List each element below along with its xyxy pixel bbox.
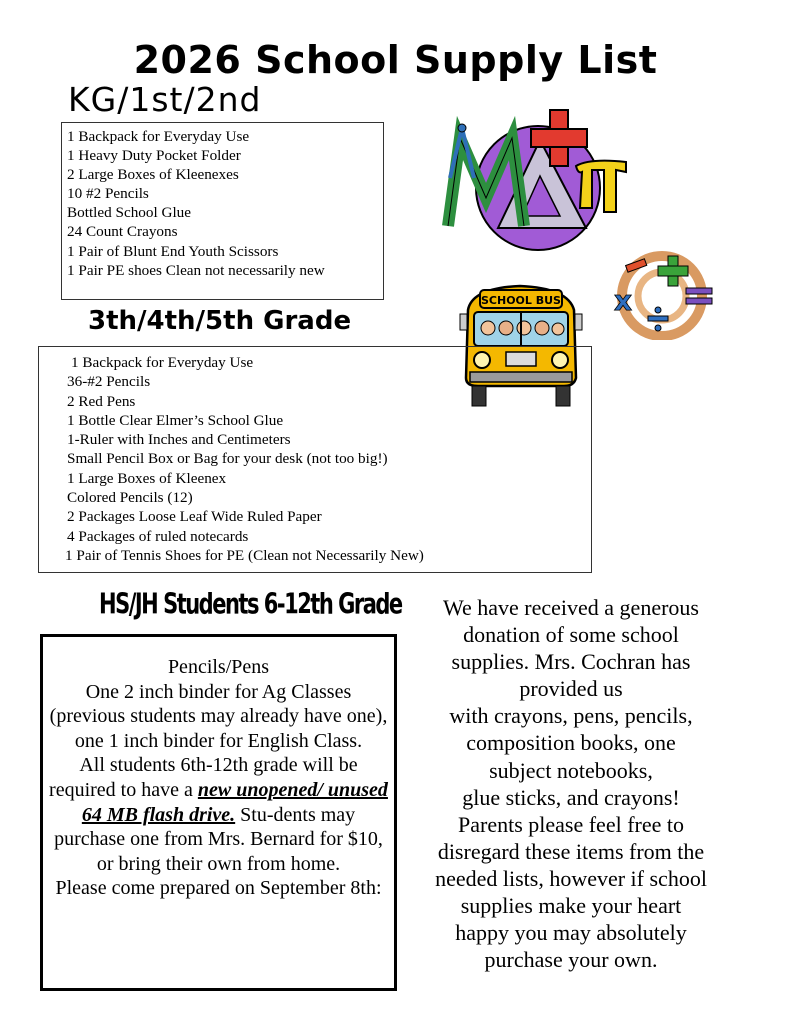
grade345-heading: 3th/4th/5th Grade bbox=[88, 306, 352, 336]
hs-line-prepared: Please come prepared on September 8th: bbox=[55, 877, 382, 900]
list-item: 2 Red Pens bbox=[67, 392, 136, 410]
donation-line: happy you may absolutely bbox=[455, 920, 687, 946]
donation-line: composition books, one bbox=[466, 730, 676, 756]
grade345-supply-list bbox=[38, 346, 592, 573]
hs-heading: HS/JH Students 6-12th Grade bbox=[99, 588, 402, 621]
hs-line-flash-drive bbox=[47, 753, 390, 876]
donation-line: glue sticks, and crayons! bbox=[462, 784, 680, 810]
list-item: 24 Count Crayons bbox=[67, 223, 178, 241]
list-item: 1 Pair PE shoes Clean not necessarily new bbox=[67, 261, 325, 279]
flash-drive-pre: All students 6th-12th grade will be required to have a bbox=[49, 754, 358, 801]
hs-line-binders: One 2 inch binder for Ag Classes (previous students may already have one), one 1 inch binder for English Class. bbox=[49, 680, 388, 752]
donation-line: supplies. Mrs. Cochran has bbox=[451, 649, 691, 675]
donation-line: We have received a generous bbox=[443, 595, 699, 620]
list-item: 1-Ruler with Inches and Centimeters bbox=[67, 431, 291, 449]
donation-line: provided us bbox=[519, 676, 623, 702]
list-item: 1 Backpack for Everyday Use bbox=[67, 128, 250, 145]
page-title: 2026 School Supply List bbox=[133, 38, 658, 82]
list-item: Bottled School Glue bbox=[67, 204, 192, 222]
flash-drive-post: Stu-dents may purchase one from Mrs. Bernard for $10, or bring their own from home. bbox=[54, 803, 383, 875]
donation-line: with crayons, pens, pencils, bbox=[449, 703, 693, 729]
donation-line: needed lists, however if school bbox=[435, 865, 707, 891]
list-item: 36-#2 Pencils bbox=[67, 373, 151, 391]
kg-supply-list bbox=[61, 122, 384, 300]
list-item: 1 Pair of Blunt End Youth Scissors bbox=[67, 242, 279, 260]
list-item: 1 Pair of Tennis Shoes for PE (Clean not Necessarily New) bbox=[65, 546, 424, 564]
list-item: 4 Packages of ruled notecards bbox=[67, 527, 249, 545]
list-item: 1 Heavy Duty Pocket Folder bbox=[67, 147, 241, 165]
svg-text:x: x bbox=[614, 284, 633, 317]
list-item: 2 Packages Loose Leaf Wide Ruled Paper bbox=[67, 508, 322, 526]
math-clipart-icon bbox=[440, 108, 636, 258]
list-item: 1 Large Boxes of Kleenex bbox=[67, 469, 227, 487]
donation-line: subject notebooks, bbox=[489, 757, 653, 783]
hs-line-pencils: Pencils/Pens bbox=[167, 656, 270, 678]
list-item: Colored Pencils (12) bbox=[67, 489, 193, 507]
flash-drive-emphasis: new unopened/ unused 64 MB flash drive. bbox=[81, 778, 388, 826]
kg-heading: KG/1st/2nd bbox=[68, 80, 262, 119]
hs-supply-box bbox=[40, 634, 397, 991]
bus-sign-text: SCHOOL BUS bbox=[481, 294, 561, 307]
math-symbols-icon bbox=[610, 250, 720, 340]
donation-line: purchase your own. bbox=[484, 947, 658, 973]
donation-line: disregard these items from the bbox=[437, 838, 705, 864]
donation-note bbox=[407, 594, 735, 973]
list-item: 1 Backpack for Everyday Use bbox=[71, 354, 254, 371]
donation-line: supplies make your heart bbox=[460, 893, 682, 919]
list-item: 10 #2 Pencils bbox=[67, 185, 149, 203]
list-item: 2 Large Boxes of Kleenexes bbox=[67, 166, 239, 184]
list-item: 1 Bottle Clear Elmer’s School Glue bbox=[67, 411, 284, 429]
donation-line: Parents please feel free to bbox=[458, 811, 684, 837]
donation-line: donation of some school bbox=[463, 622, 679, 648]
list-item: Small Pencil Box or Bag for your desk (not too big!) bbox=[67, 450, 388, 468]
